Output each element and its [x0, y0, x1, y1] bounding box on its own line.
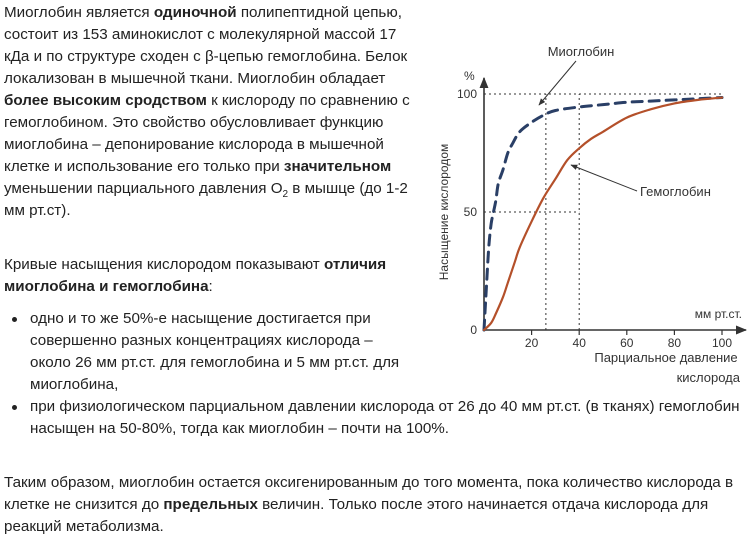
- curves-intro-bold: отличия миоглобина и гемоглобина: [4, 256, 387, 295]
- hemoglobin-label: Гемоглобин: [640, 184, 711, 199]
- curves-intro-paragraph: [4, 254, 424, 298]
- bullet-dot-icon: [12, 317, 17, 322]
- intro-bold-3: значительном: [283, 158, 392, 175]
- x-tick-label: 20: [524, 336, 539, 350]
- intro-text-1: Миоглобин является: [4, 4, 154, 21]
- intro-text-4: уменьшении парциального давления O: [4, 180, 283, 197]
- conclusion-bold: предельных: [163, 496, 258, 513]
- intro-bold-2: более высоким сродством: [4, 92, 207, 109]
- x-axis-title-line2: кислорода: [676, 370, 740, 385]
- x-tick-label: 100: [711, 336, 733, 350]
- oxygen-saturation-chart: [425, 30, 754, 390]
- bullet-text: при физиологическом парциальном давлении кислорода от 26 до 40 мм рт.ст. (в тканях) гемоглобин насыщен на 50-80%, тогда как миоглобин – почти на 100%.: [30, 398, 740, 437]
- curves-intro-text-2: :: [208, 278, 213, 295]
- conclusion-paragraph: [4, 472, 750, 538]
- intro-text-3: к кислороду по сравнению с гемоглобином. Это свойство обусловливает функцию миоглобина – депонирование кислорода в мышечной клетке и использование его только при: [4, 92, 410, 175]
- intro-bold-1: одиночной: [153, 4, 237, 21]
- bullet-text: одно и то же 50%-е насыщение достигается при совершенно разных концентрациях кислорода – около 26 мм рт.ст. для гемоглобина и 5 мм рт.ст. для миоглобина,: [30, 310, 400, 393]
- x-tick-label: 80: [667, 336, 682, 350]
- y-tick-label: 0: [470, 323, 477, 337]
- y-tick-label: 50: [463, 205, 477, 219]
- bullet-dot-icon: [12, 405, 17, 410]
- list-item: [4, 396, 744, 440]
- myoglobin-pointer-arrow: [539, 61, 576, 105]
- x-unit-label: мм рт.ст.: [694, 307, 742, 321]
- y-axis-title: Насыщение кислородом: [437, 143, 451, 281]
- y-tick-label: 100: [456, 87, 477, 101]
- x-tick-label: 60: [620, 336, 634, 350]
- myoglobin-label: Миоглобин: [547, 44, 615, 59]
- x-tick-label: 40: [572, 336, 586, 350]
- x-axis-title-line1: Парциальное давление: [594, 350, 738, 365]
- curves-intro-text-1: Кривые насыщения кислородом показывают: [4, 256, 324, 273]
- hemoglobin-pointer-arrow: [571, 165, 637, 191]
- list-item: [4, 308, 412, 396]
- conclusion-text-2: величин. Только после этого начинается отдача кислорода для реакций метаболизма.: [4, 496, 709, 535]
- o2-subscript: 2: [282, 189, 289, 201]
- conclusion-text-1: Таким образом, миоглобин остается оксигенированным до того момента, пока количество кислорода в клетке не снизится до: [4, 474, 734, 513]
- intro-text-5: в мышце (до 1-2 мм рт.ст).: [4, 180, 408, 219]
- intro-paragraph: [4, 2, 424, 222]
- intro-text-2: полипептидной цепью, состоит из 153 аминокислот с молекулярной массой 17 кДа и по структуре сходен с β-цепью гемоглобина. Белок локализован в мышечной ткани. Миоглобин обладает: [4, 4, 408, 87]
- y-unit-label: %: [464, 69, 475, 83]
